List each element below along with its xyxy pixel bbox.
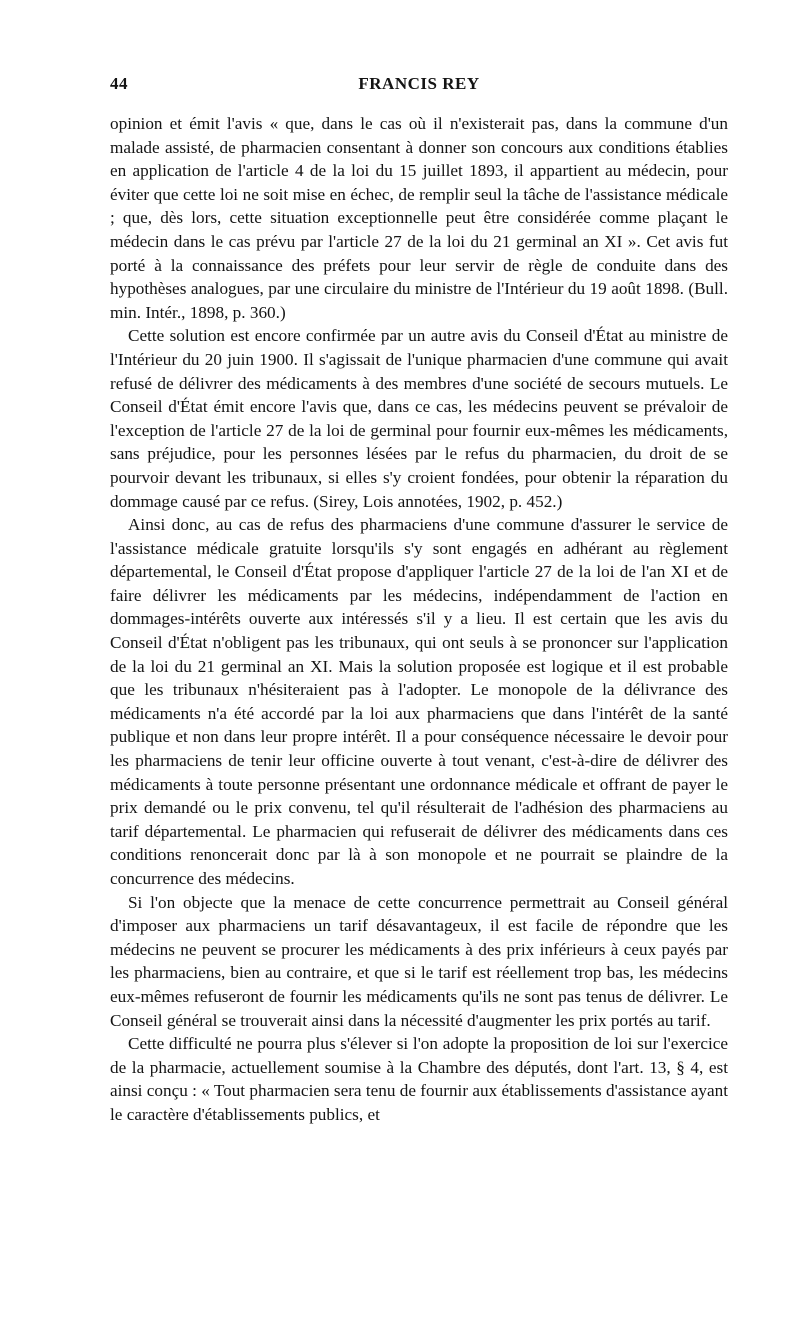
running-title: FRANCIS REY <box>358 74 480 93</box>
paragraph: Ainsi donc, au cas de refus des pharmaciens d'une commune d'assurer le service de l'assistance médicale gratuite lorsqu'ils s'y sont engagés en adhérant au règlement départemental, le Conseil d'État propose d'appliquer l'article 27 de la loi de l'an XI et de faire délivrer les médicaments par les médecins, indépendamment de l'action en dommages-intérêts ouverte aux intéressés s'il y a lieu. Il est certain que les avis du Conseil d'État n'obligent pas les tribunaux, qui ont seuls à se prononcer sur l'application de la loi du 21 germinal an XI. Mais la solution proposée est logique et il est probable que les tribunaux n'hésiteraient pas à l'adopter. Le monopole de la délivrance des médicaments n'a été accordé par la loi aux pharmaciens que dans l'intérêt de la santé publique et non dans leur propre intérêt. Il a pour conséquence nécessaire le devoir pour les pharmaciens de tenir leur officine ouverte à tout venant, c'est-à-dire de délivrer des médicaments à toute personne présentant une ordonnance médicale et offrant de payer le prix demandé ou le prix convenu, tel qu'il résulterait de l'adhésion des pharmaciens au tarif départemental. Le pharmacien qui refuserait de délivrer des médicaments dans ces conditions renoncerait donc par là à son monopole et ne pourrait se plaindre de la concurrence des médecins. <box>110 515 728 888</box>
running-head <box>110 74 728 98</box>
paragraph: Si l'on objecte que la menace de cette concurrence permettrait au Conseil général d'imposer aux pharmaciens un tarif désavantageux, il est facile de répondre que les médecins ne peuvent se procurer les médicaments à des prix inférieurs à ceux payés par les pharmaciens, bien au contraire, et que si le tarif est réellement trop bas, les médecins eux-mêmes refuseront de fournir les médicaments qu'ils ne sont pas tenus de délivrer. Le Conseil général se trouverait ainsi dans la nécessité d'augmenter les prix portés au tarif. <box>110 892 728 1030</box>
paragraph: opinion et émit l'avis « que, dans le cas où il n'existerait pas, dans la commune d'un malade assisté, de pharmacien consentant à donner son concours aux conditions établies en application de l'article 4 de la loi du 15 juillet 1893, il appartient au médecin, pour éviter que cette loi ne soit mise en échec, de remplir seul la tâche de l'assistance médicale ; que, dès lors, cette situation exceptionnelle peut être considérée comme plaçant le médecin dans le cas prévu par l'article 27 de la loi du 21 germinal an XI ». Cet avis fut porté à la connaissance des préfets pour leur servir de règle de conduite dans des hypothèses analogues, par une circulaire du ministre de l'Intérieur du 19 août 1898. (Bull. min. Intér., 1898, p. 360.) <box>110 114 728 322</box>
paragraph: Cette solution est encore confirmée par un autre avis du Conseil d'État au ministre de l'Intérieur du 20 juin 1900. Il s'agissait de l'unique pharmacien d'une commune qui avait refusé de délivrer des médicaments à des membres d'une société de secours mutuels. Le Conseil d'État émit encore l'avis que, dans ce cas, les médecins peuvent se prévaloir de l'exception de l'article 27 de la loi de germinal pour fournir eux-mêmes les médicaments, sans préjudice, pour les personnes lésées par le refus du pharmacien, du droit de se pourvoir devant les tribunaux, si elles s'y croient fondées, pour obtenir la réparation du dommage causé par ce refus. (Sirey, Lois annotées, 1902, p. 452.) <box>110 326 728 511</box>
body-text <box>110 112 728 1127</box>
paragraph: Cette difficulté ne pourra plus s'élever si l'on adopte la proposition de loi sur l'exercice de la pharmacie, actuellement soumise à la Chambre des députés, dont l'art. 13, § 4, est ainsi conçu : « Tout pharmacien sera tenu de fournir aux établissements d'assistance ayant le caractère d'établissements publics, et <box>110 1034 728 1124</box>
page-number: 44 <box>110 74 128 93</box>
